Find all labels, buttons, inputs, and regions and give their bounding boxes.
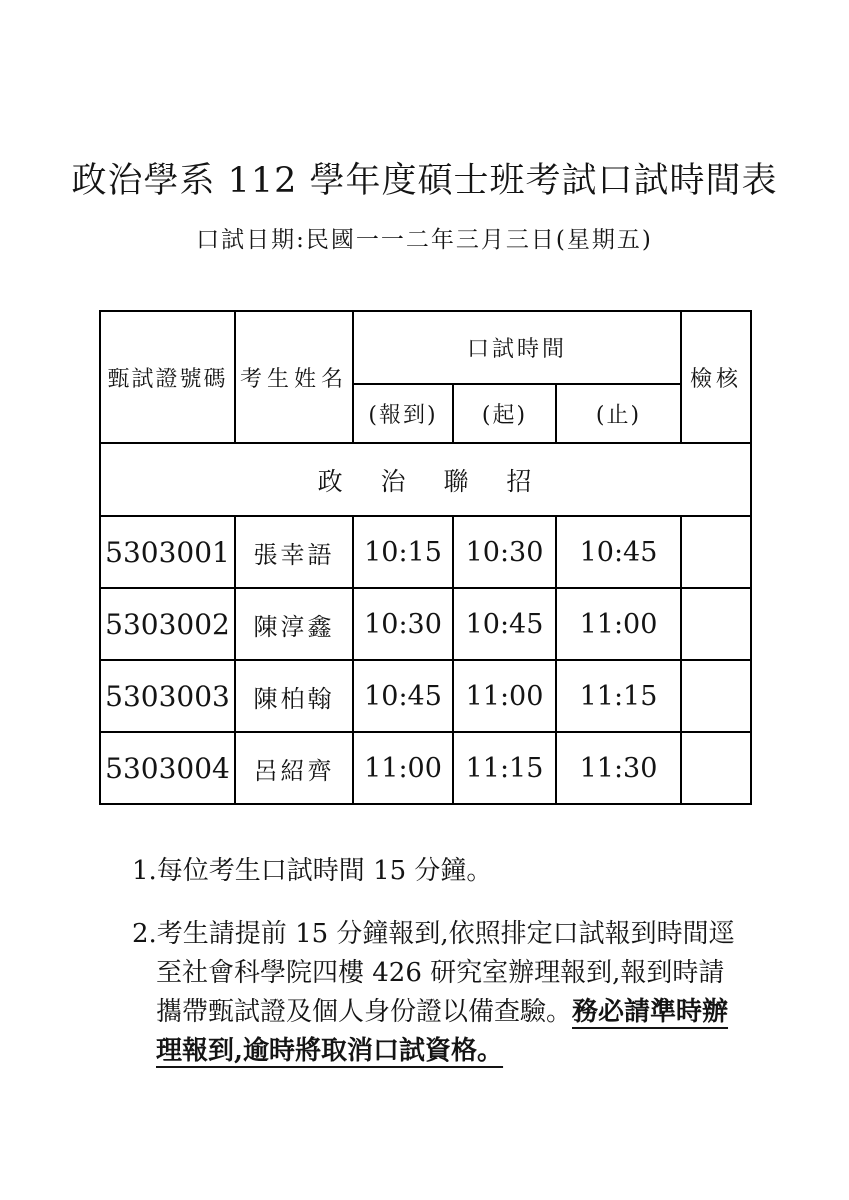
start-time-cell: 10:45 [453,588,556,660]
header-exam-id: 甄試證號碼 [100,311,235,443]
checkin-time-cell: 11:00 [353,732,453,804]
note-1: 1.每位考生口試時間 15 分鐘。 [132,856,493,886]
table-row [100,660,751,732]
header-checkin-time: (報到) [353,384,453,443]
note-2-line-3-emphasis: 務必請準時辦 [572,997,729,1027]
note-2-line-3 [132,993,735,1032]
page-title: 政治學系 112 學年度碩士班考試口試時間表 [71,161,778,201]
header-check: 檢核 [681,311,751,443]
checkin-time-cell: 10:30 [353,588,453,660]
table-row [100,588,751,660]
end-time-cell: 10:45 [556,516,681,588]
checkin-time-cell: 10:15 [353,516,453,588]
note-2 [132,915,735,1071]
exam-id-cell: 5303004 [100,732,235,804]
note-2-line-4-emphasis: 理報到,逾時將取消口試資格。 [156,1036,504,1066]
candidate-name-cell: 陳柏翰 [235,660,353,732]
table-row [100,516,751,588]
header-interview-time-group: 口試時間 [353,311,681,384]
notes-section [132,852,735,1071]
check-cell [681,660,751,732]
end-time-cell: 11:30 [556,732,681,804]
check-cell [681,732,751,804]
exam-id-cell: 5303002 [100,588,235,660]
exam-date-subtitle: 口試日期:民國一一二年三月三日(星期五) [196,227,653,253]
end-time-cell: 11:15 [556,660,681,732]
note-2-line-1: 2.考生請提前 15 分鐘報到,依照排定口試報到時間逕 [132,919,735,949]
check-cell [681,588,751,660]
note-2-line-4 [132,1032,735,1071]
check-cell [681,516,751,588]
start-time-cell: 11:15 [453,732,556,804]
note-2-line-2: 至社會科學院四樓 426 研究室辦理報到,報到時請 [156,958,725,988]
candidate-name-cell: 陳淳鑫 [235,588,353,660]
candidate-name-cell: 呂紹齊 [235,732,353,804]
start-time-cell: 11:00 [453,660,556,732]
header-start-time: (起) [453,384,556,443]
candidate-name-cell: 張幸語 [235,516,353,588]
start-time-cell: 10:30 [453,516,556,588]
header-candidate-name: 考生姓名 [235,311,353,443]
header-row-1 [100,311,751,384]
section-banner-row [100,443,751,516]
table-row [100,732,751,804]
note-2-line-3-normal: 攜帶甄試證及個人身份證以備查驗。 [156,997,573,1027]
header-end-time: (止) [556,384,681,443]
end-time-cell: 11:00 [556,588,681,660]
schedule-table [99,310,752,805]
checkin-time-cell: 10:45 [353,660,453,732]
section-label: 政 治 聯 招 [100,443,751,516]
exam-id-cell: 5303003 [100,660,235,732]
exam-id-cell: 5303001 [100,516,235,588]
